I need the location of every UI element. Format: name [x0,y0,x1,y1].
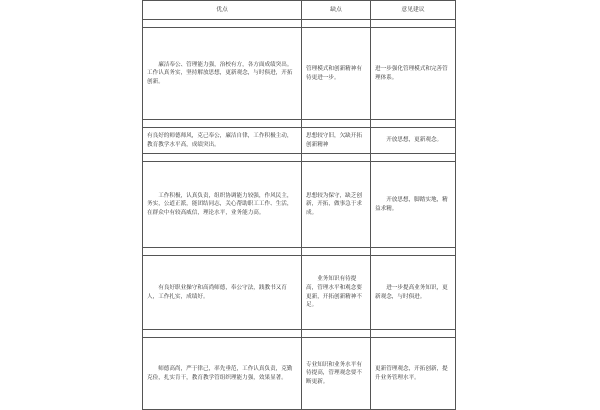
suggestions-text: 进一步提高业务知识，更新观念，与时俱进。 [375,284,448,300]
suggestions-cell [371,162,456,248]
shortcomings-cell [302,256,371,330]
table-row [143,256,456,330]
shortcomings-text: 专业知识和业务水平有待提高，管理观念要不断更新。 [306,361,362,385]
shortcomings-text: 思想较为保守，缺乏创新，开拓，做事急于求成。 [306,192,362,216]
advantages-text: 工作积极，认真负责，组织协调能力较强，作风民主，务实，公道正派，能团结同志，关心帮助职工工作、生活，在群众中有较高威信，理论水平，业务能力高。 [147,192,293,216]
row-spacer [143,330,456,338]
advantages-cell [143,256,302,330]
shortcomings-cell [302,128,371,154]
advantages-cell [143,28,302,120]
advantages-text: 廉洁奉公、管理能力强，治校有方，各方面成绩突出。工作认真务实，坚持解放思想，更新观念，与时俱进，开拓创新。 [147,61,293,85]
table-row [143,162,456,248]
evaluation-table [142,0,456,410]
shortcomings-cell [302,338,371,410]
shortcomings-text: 业务知识有待提高，管理水平和观念要更新，开拓创新精神不足。 [306,276,362,309]
table-row [143,338,456,410]
suggestions-cell [371,28,456,120]
shortcomings-cell [302,28,371,120]
advantages-cell [143,128,302,154]
shortcomings-text: 思想较守旧，欠缺开拓创新精神 [306,132,362,148]
table-row [143,128,456,154]
header-advantages: 优点 [143,1,302,20]
header-suggestions: 意见建议 [371,1,456,20]
table-row [143,28,456,120]
suggestions-text: 开放思想，更新观念。 [386,137,443,144]
suggestions-text: 进一步强化管理模式和完善管理体系。 [375,65,448,81]
suggestions-text: 更新管理观念，开拓创新，提升业务管理水平。 [375,365,448,381]
table-header-row [143,1,456,20]
row-spacer [143,120,456,128]
header-shortcomings: 缺点 [302,1,371,20]
row-spacer [143,154,456,162]
advantages-cell [143,162,302,248]
row-spacer [143,248,456,256]
shortcomings-text: 管理模式和创新精神有待更进一步。 [306,65,362,81]
suggestions-text: 开放思想，脚踏实地，精益求精。 [375,196,448,212]
advantages-text: 师德高尚，严于律己，率先垂范，工作认真负责，克勤克俭，扎实肯干，教育教学管组织理能力强，效果显著。 [147,365,293,381]
suggestions-cell [371,128,456,154]
suggestions-cell [371,338,456,410]
suggestions-cell [371,256,456,330]
row-spacer [143,20,456,28]
advantages-text: 有良好的师德师风，克己奉公，廉洁自律，工作积极主动，教育教学水平高，成绩突出。 [147,132,293,148]
advantages-cell [143,338,302,410]
advantages-text: 有良好职业操守和高尚师德，奉公守法，践教书又育人，工作扎实，成绩好。 [147,284,287,300]
shortcomings-cell [302,162,371,248]
